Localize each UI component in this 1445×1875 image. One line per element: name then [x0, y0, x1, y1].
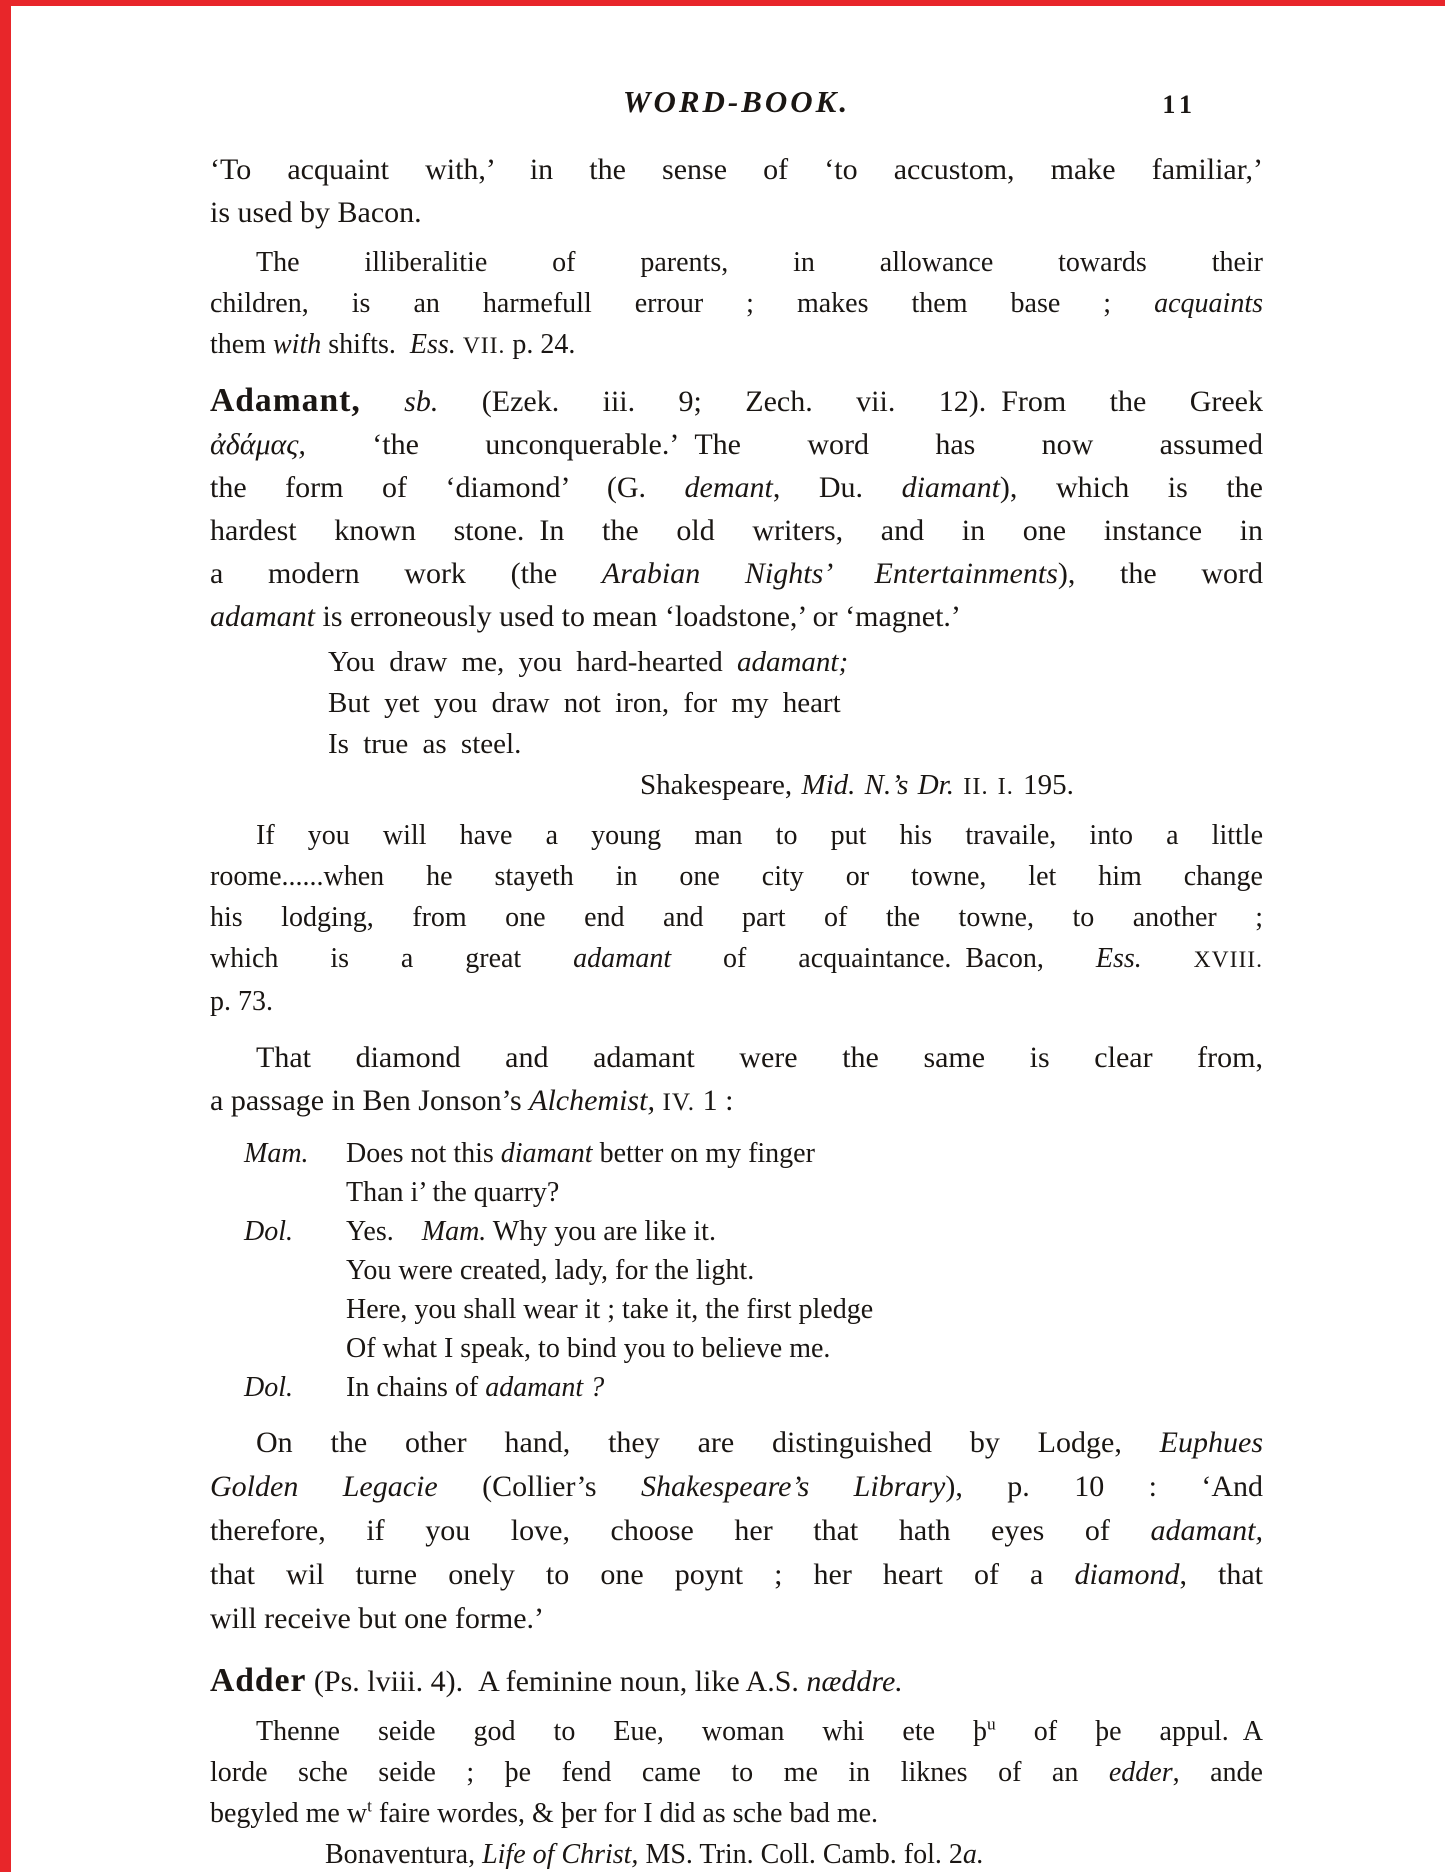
dialogue-text: Does not this diamant better on my finger: [346, 1138, 815, 1169]
text-line: adamant is erroneously used to mean ‘loadstone,’ or ‘magnet.’: [210, 600, 961, 633]
text-line: them with shifts. Ess. VII. p. 24.: [210, 329, 576, 360]
text-line: On the other hand, they are distinguished by Lodge, Euphues: [256, 1426, 1263, 1459]
speaker-label: [244, 1290, 346, 1329]
verse-line: But yet you draw not iron, for my heart: [328, 687, 841, 719]
dialogue-text: You were created, lady, for the light.: [346, 1255, 755, 1286]
text-line: Thenne seide god to Eue, woman whi ete $þ^u$ of þe appul. A: [256, 1714, 1263, 1747]
entry-adder: [210, 1659, 1263, 1703]
text-line: hardest known stone. In the old writers, and in one instance in: [210, 514, 1263, 547]
text-line: Adder (Ps. lviii. 4). A feminine noun, like A.S. næddre.: [210, 1662, 903, 1699]
text-line: roome......when he stayeth in one city or towne, let him change: [210, 861, 1263, 892]
speaker-label: [244, 1329, 346, 1368]
dialogue-row: [244, 1329, 1263, 1368]
text-line: will receive but one forme.’: [210, 1602, 545, 1635]
scan-border-top: [0, 0, 1445, 6]
speaker-label: [244, 1251, 346, 1290]
verse-line: Is true as steel.: [328, 728, 522, 760]
quote-attribution: Bonaventura, Life of Christ, MS. Trin. Coll. Camb. fol. 2a.: [325, 1839, 984, 1870]
text-line: is used by Bacon.: [210, 196, 422, 229]
paragraph-lodge: [210, 1421, 1263, 1641]
text-line: p. 73.: [210, 986, 273, 1017]
speaker-label: Mam.: [244, 1138, 309, 1169]
text-line: the form of ‘diamond’ (G. demant, Du. diamant), which is the: [210, 471, 1263, 504]
dialogue-row: [244, 1173, 1263, 1212]
verse-attribution: Shakespeare, Mid. N.’s Dr. II. I. 195.: [640, 769, 1074, 801]
text-line: That diamond and adamant were the same is clear from,: [256, 1041, 1263, 1074]
speaker-label: Dol.: [244, 1372, 293, 1403]
entry-adamant: [210, 379, 1263, 638]
text-line: that wil turne onely to one poynt ; her heart of a diamond, that: [210, 1558, 1263, 1591]
text-line: lorde sche seide ; þe fend came to me in liknes of an edder, ande: [210, 1757, 1263, 1788]
dialogue-row: [244, 1290, 1263, 1329]
dialogue-text: Here, you shall wear it ; take it, the first pledge: [346, 1294, 874, 1325]
dialogue-row: [244, 1212, 1263, 1251]
dialogue-row: [244, 1251, 1263, 1290]
text-line: children, is an harmefull errour ; makes them base ; acquaints: [210, 288, 1263, 319]
text-line: The illiberalitie of parents, in allowance towards their: [256, 247, 1263, 278]
running-header: [210, 84, 1263, 124]
dialogue-text: Yes. Mam. Why you are like it.: [346, 1216, 716, 1247]
text-line: a passage in Ben Jonson’s Alchemist, IV. 1 :: [210, 1084, 734, 1117]
speaker-label: Dol.: [244, 1216, 293, 1247]
page-number: 11: [1162, 90, 1197, 119]
dialogue-text: In chains of adamant ?: [346, 1372, 605, 1403]
scan-border-left: [0, 0, 11, 1872]
dialogue-row: [244, 1134, 1263, 1173]
quote-bonaventura: [210, 1711, 1263, 1875]
text-line: which is a great adamant of acquaintance. Bacon, Ess. XVIII.: [210, 943, 1264, 974]
dialogue-text: Of what I speak, to bind you to believe me.: [346, 1333, 831, 1364]
paragraph-diamond-adamant: [210, 1036, 1263, 1124]
book-page: [210, 84, 1263, 1875]
paragraph-acquaint: [210, 148, 1263, 234]
text-line: If you will have a young man to put his travaile, into a little: [256, 820, 1263, 851]
text-line: begyled me $w^t$ faire wordes, & þer for I did as sche bad me.: [210, 1796, 879, 1829]
text-line: a modern work (the Arabian Nights’ Entertainments), the word: [210, 557, 1263, 590]
page-title: WORD-BOOK.: [622, 84, 851, 119]
speaker-label: [244, 1173, 346, 1212]
dialogue-row: [244, 1368, 1263, 1407]
text-line: therefore, if you love, choose her that hath eyes of adamant,: [210, 1514, 1263, 1547]
verse-line: You draw me, you hard-hearted adamant;: [328, 646, 849, 678]
text-line: ἀδάμας, ‘the unconquerable.’ The word has now assumed: [210, 428, 1263, 461]
text-line: Golden Legacie (Collier’s Shakespeare’s Library), p. 10 : ‘And: [210, 1470, 1264, 1503]
text-line: his lodging, from one end and part of the towne, to another ;: [210, 902, 1263, 933]
quote-bacon-ess-vii: [210, 242, 1263, 367]
text-line: Adamant, sb. (Ezek. iii. 9; Zech. vii. 12). From the Greek: [210, 382, 1263, 419]
dialogue-alchemist: [244, 1134, 1263, 1407]
verse-shakespeare: [328, 642, 1263, 765]
dialogue-text: Than i’ the quarry?: [346, 1177, 560, 1208]
text-line: ‘To acquaint with,’ in the sense of ‘to accustom, make familiar,’: [210, 153, 1263, 186]
quote-bacon-ess-xviii: [210, 815, 1263, 1022]
